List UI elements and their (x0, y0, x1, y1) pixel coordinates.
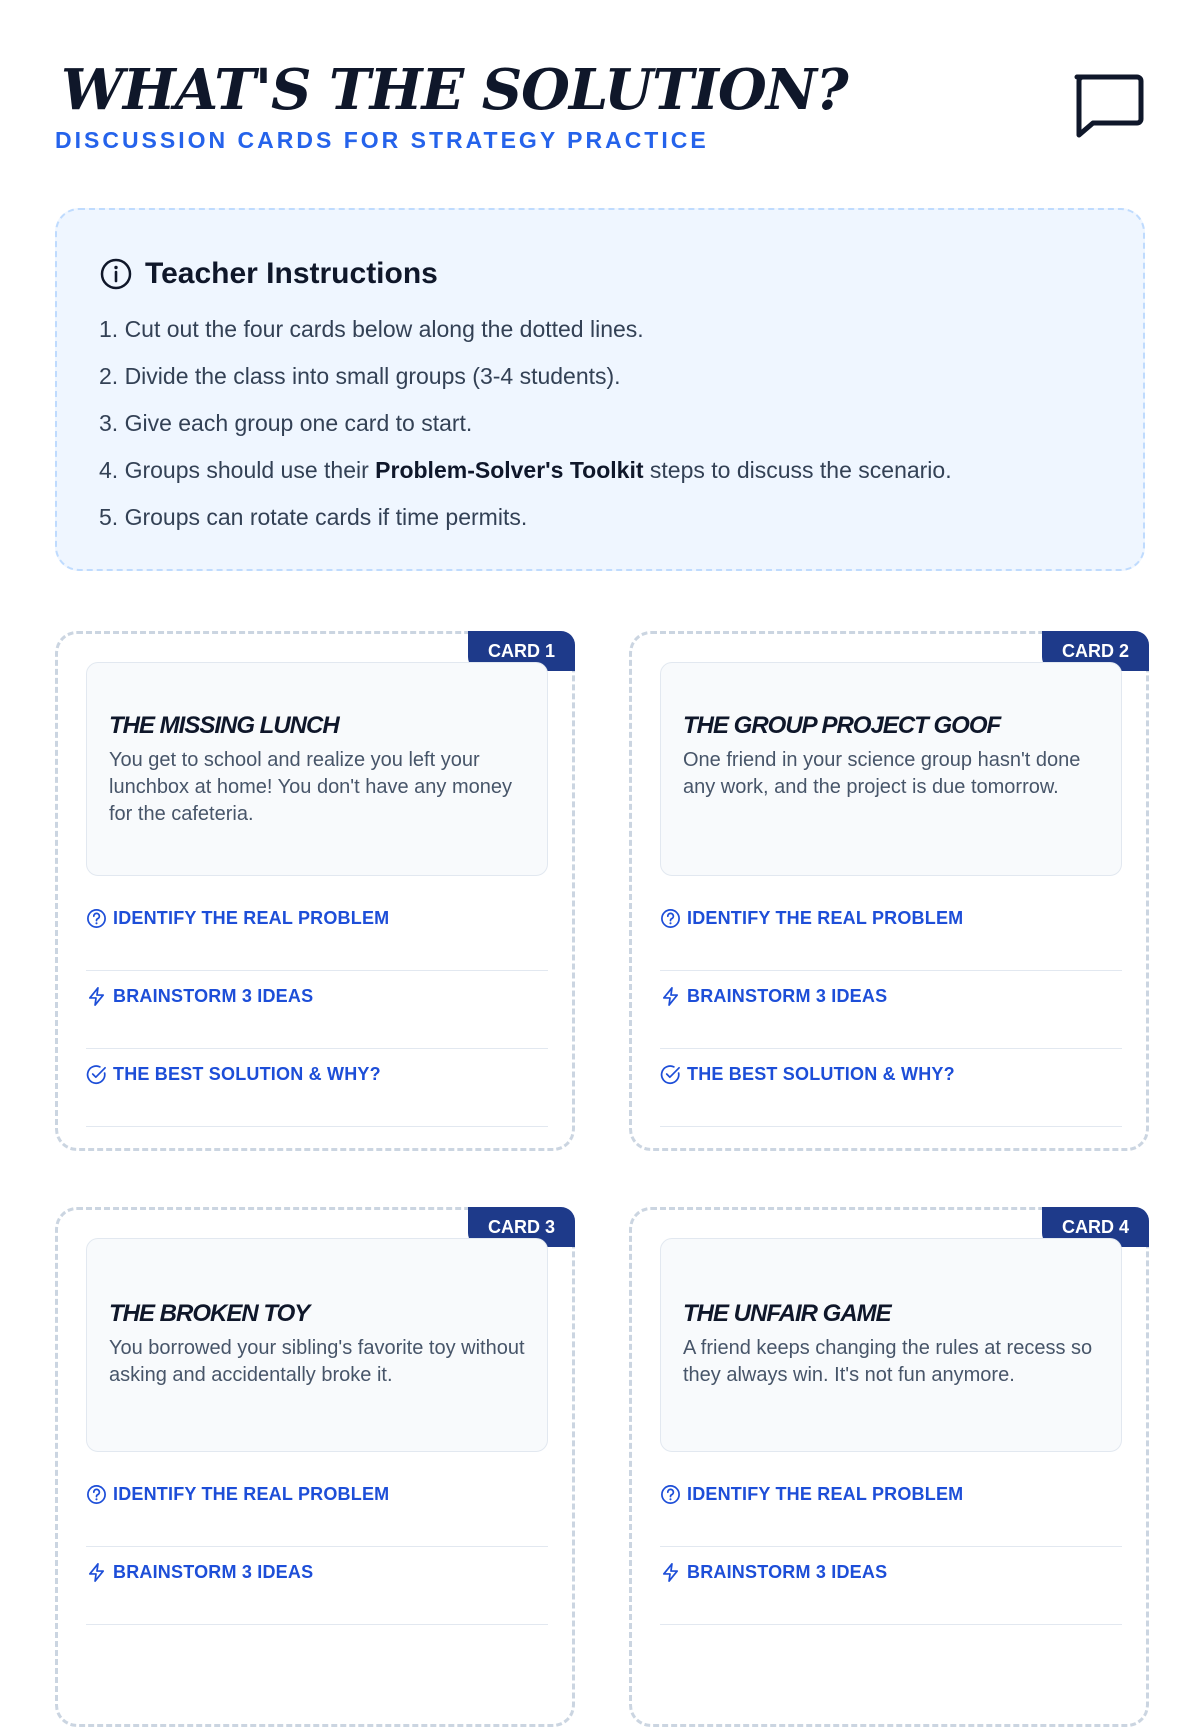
card-badge: CARD 1 (468, 631, 575, 671)
lightning-icon (86, 1562, 107, 1583)
prompt-label: IDENTIFY THE REAL PROBLEM (687, 1484, 964, 1504)
prompt-label: IDENTIFY THE REAL PROBLEM (113, 908, 390, 928)
discussion-card (55, 631, 575, 1151)
prompt-label: BRAINSTORM 3 IDEAS (687, 986, 888, 1006)
prompt-best-solution (660, 1049, 1122, 1127)
question-circle-icon (86, 1484, 107, 1505)
instruction-step: 5. Groups can rotate cards if time permits. (99, 504, 528, 530)
question-circle-icon (660, 1484, 681, 1505)
card-badge: CARD 3 (468, 1207, 575, 1247)
scenario-box (86, 662, 548, 876)
prompt-label: IDENTIFY THE REAL PROBLEM (113, 1484, 390, 1504)
scenario-text: One friend in your science group hasn't done any work, and the project is due tomorrow. (683, 749, 1081, 798)
lightning-icon (660, 1562, 681, 1583)
discussion-card (629, 1207, 1149, 1727)
scenario-text: You borrowed your sibling's favorite toy without asking and accidentally broke it. (109, 1337, 525, 1386)
prompt-label: BRAINSTORM 3 IDEAS (687, 1562, 888, 1582)
instruction-step: 2. Divide the class into small groups (3-4 students). (99, 363, 621, 389)
prompt-identify (86, 1469, 548, 1547)
discussion-card (629, 631, 1149, 1151)
check-circle-icon (660, 1064, 681, 1085)
page-title: WHAT'S THE SOLUTION? (61, 57, 848, 123)
prompt-brainstorm (86, 1547, 548, 1625)
scenario-box (660, 1238, 1122, 1452)
question-circle-icon (86, 908, 107, 929)
card-badge: CARD 2 (1042, 631, 1149, 671)
prompt-label: THE BEST SOLUTION & WHY? (687, 1064, 955, 1084)
instruction-step: 4. Groups should use their Problem-Solver's Toolkit steps to discuss the scenario. (99, 457, 952, 483)
prompt-brainstorm (86, 971, 548, 1049)
scenario-title: THE BROKEN TOY (109, 1300, 310, 1327)
prompt-brainstorm (660, 971, 1122, 1049)
check-circle-icon (86, 1064, 107, 1085)
prompt-label: IDENTIFY THE REAL PROBLEM (687, 908, 964, 928)
prompt-identify (86, 893, 548, 971)
question-circle-icon (660, 908, 681, 929)
page-subtitle: DISCUSSION CARDS FOR STRATEGY PRACTICE (55, 127, 709, 153)
lightning-icon (660, 986, 681, 1007)
instruction-step: 1. Cut out the four cards below along the dotted lines. (99, 316, 644, 342)
prompt-label: BRAINSTORM 3 IDEAS (113, 986, 314, 1006)
prompt-best-solution (86, 1049, 548, 1127)
instructions-title: Teacher Instructions (145, 257, 438, 290)
scenario-box (86, 1238, 548, 1452)
scenario-text: You get to school and realize you left your lunchbox at home! You don't have any money for the cafeteria. (109, 749, 512, 825)
scenario-box (660, 662, 1122, 876)
chat-bubble-icon (1069, 67, 1145, 143)
scenario-title: THE GROUP PROJECT GOOF (683, 712, 1001, 739)
prompt-label: BRAINSTORM 3 IDEAS (113, 1562, 314, 1582)
toolkit-term: Problem-Solver's Toolkit (375, 457, 644, 483)
lightning-icon (86, 986, 107, 1007)
card-badge: CARD 4 (1042, 1207, 1149, 1247)
scenario-title: THE MISSING LUNCH (109, 712, 339, 739)
page-header (55, 55, 1145, 165)
instructions-list (99, 306, 1103, 541)
instruction-step: 3. Give each group one card to start. (99, 410, 473, 436)
prompt-brainstorm (660, 1547, 1122, 1625)
info-icon (99, 257, 133, 291)
scenario-text: A friend keeps changing the rules at recess so they always win. It's not fun anymore. (683, 1337, 1093, 1386)
instructions-header (99, 254, 1103, 294)
teacher-instructions-panel (55, 208, 1145, 571)
prompt-label: THE BEST SOLUTION & WHY? (113, 1064, 381, 1084)
prompt-identify (660, 893, 1122, 971)
scenario-title: THE UNFAIR GAME (683, 1300, 891, 1327)
prompt-identify (660, 1469, 1122, 1547)
discussion-card (55, 1207, 575, 1727)
